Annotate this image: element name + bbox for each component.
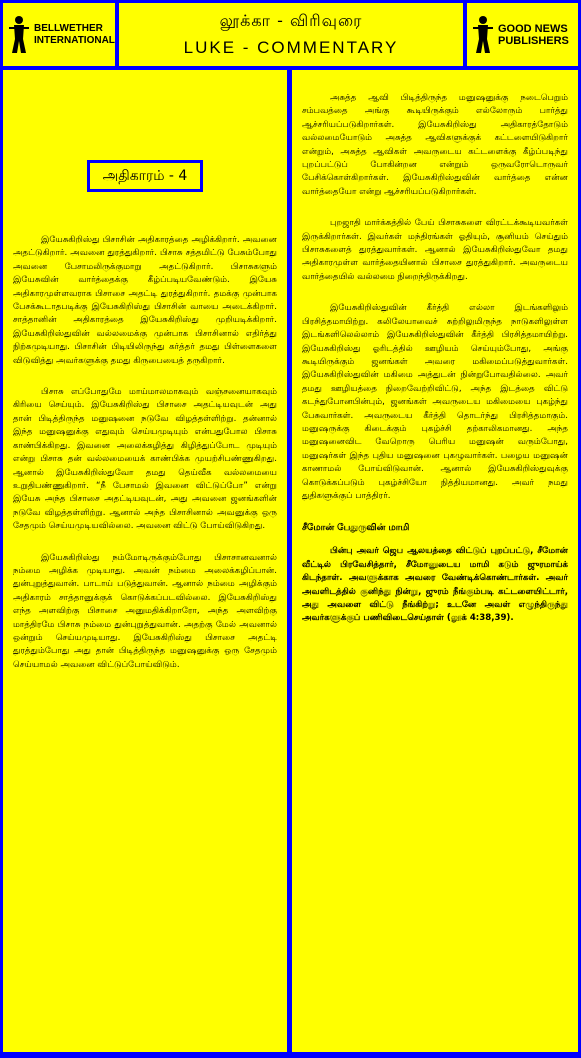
bellwether-logo [3,3,115,66]
left-logo-line2: INTERNATIONAL [34,34,115,46]
right-logo-line2: PUBLISHERS [498,34,569,47]
right-column-body [302,70,568,626]
left-logo-line1: BELLWETHER [34,22,103,34]
title-english: LUKE - COMMENTARY [183,38,399,57]
left-column [3,70,287,1052]
paragraph: இயேசுகிறிஸ்து நம்மோடிருக்கும்போது பிசாசானவனால் நம்மை அழிக்க முடியாது. அவன் நம்மை அலைக்கழிப்பான். துன்புறுத்துவான். பாடாய் படுத்துவான். ஆனால் நம்மை அழிக்கும் அதிகாரம் சாத்தானுக்குக் கொடுக்கப்படவில்லை. இயேசுகிறிஸ்து எந்த அளவிற்கு பிசாசை அனுமதிக்கிறாரோ, அந்த அளவிற்கு மாத்திரமே பிசாசு நம்மை துன்புறுத்துவான். அதற்கு மேல் அவனால் ஒன்றும் செய்யமுடியாது. இயேசுகிறிஸ்து பிசாசை அதட்டி துரத்தும்போது அது தான் பிடித்திருந்த மனுஷனுக்கு ஒரு சேதமும் செய்யாமல் அவனை விட்டுப்போய்விடும். [13,552,277,670]
paragraph: பிசாசு எப்போதுமே மாய்மாலமாகவும் வஞ்சனையாகவும் கிரியை செய்யும். இயேசுகிறிஸ்து பிசாசை அதட்டியவுடன் அது தான் பிடித்திருந்த மனுஷனை நடுவே விழத்தள்ளிற்று. தன்னால் இந்த மனுஷனுக்கு எதுவும் செய்யமுடியும் என்பதுபோல பிசாசு காண்பிக்கிறது. இவனை அலைக்கழித்து கிழித்துப்போட முடியும் என்று பிசாசு தன் வல்லமையைக் காண்பிக்க முயற்சிபண்ணுகிறது. ஆனால் இயேசுகிறிஸ்துவோ தமது தெய்வீக வல்லமையை உறுதிபண்ணுகிறார். “நீ பேசாமல் இவனை விட்டுப்போ” என்று இயேசு அந்த பிசாசை அதட்டியவுடன், அது அவனை ஜனங்களின் நடுவே விழத்தள்ளிற்று. ஆனால் அந்த பிசாசினால் அவனுக்கு ஒரு சேதமும் செய்யமுடியவில்லை. அவனை விட்டு போய்விடுகிறது. [13,387,277,532]
good-news-logo [467,3,578,66]
paragraph: இயேசுகிறிஸ்து பிசாசின் அதிகாரத்தை அழிக்கிறார். அவனை அதட்டுகிறார். அவனை துரத்துகிறார். பிசாசு சத்தமிட்டு பேசும்போது அவனை பேசாமலிருக்குமாறு அதட்டுகிறார். பிசாசுகளும் இயேசுவின் வார்த்தைக்கு கீழ்ப்படியவேண்டும். இயேசு அதிகாரமுள்ளவராக பிசாசை அதட்டி துரத்துகிறார். தமக்கு முன்பாக பேசக்கூடாதபடிக்கு இயேசுகிறிஸ்து பிசாசின் வாயை அடைக்கிறார். சாத்தானின் அதிகாரத்தை இயேசுகிறிஸ்து முறியடிக்கிறார். இயேசுகிறிஸ்துவின் வல்லமைக்கு முன்பாக பிசாசினால் எதிர்த்து நிற்கமுடியாது. பிசாசின் பிடியிலிருந்து கர்த்தர் தமது பிள்ளைகளை விடுவித்து அவர்களுக்கு தமது கிருபையைத் தருகிறார். [13,235,277,366]
person-icon [472,15,494,55]
right-column [292,70,578,1052]
title-tamil: லூக்கா - விரிவுரை [219,11,363,30]
header-left-logo-box [3,3,115,66]
chapter-heading: அதிகாரம் - 4 [87,160,203,192]
person-icon [8,15,30,55]
scripture-quote: பின்பு அவர் ஜெப ஆலயத்தை விட்டுப் புறப்பட்டு, சீமோன் வீட்டில் பிரவேசித்தார், சீமோனுடைய மாமி கடும் ஜுரமாய்க் கிடந்தாள். அவளுக்காக அவரை வேண்டிக்கொண்டார்கள். அவர் அவளிடத்தில் குனிந்து நின்று, ஜுரம் நீங்கும்படி கட்டளையிட்டார், அது அவளை விட்டு நீங்கிற்று; உடனே அவள் எழுந்திருந்து அவர்களுக்குப் பணிவிடைசெய்தாள் (லூக் 4:38,39). [302,546,568,624]
header-title-box [119,3,463,66]
paragraph: இயேசுகிறிஸ்துவின் கீர்த்தி எல்லா இடங்களிலும் பிரசித்தமாயிற்று. கலிலேயாவைச் சுற்றிலுமிருந்த நாடுகளிலுள்ள இடங்களிலெல்லாம் இயேசுகிறிஸ்துவின் கீர்த்தி பிரசித்தமாயிற்று. இயேசுகிறிஸ்து ஓரிடத்தில் ஊழியம் செய்யும்போது, அங்கு கூடியிருக்கும் ஜனங்கள் அவரை மகிமைப்படுத்துவார்கள். இயேசுகிறிஸ்துவின் மகிமை அத்துடன் நின்றுபோவதில்லை. அவர் தமது ஊழியத்தை நிறைவேற்றிவிட்டு, அந்த இடத்தை விட்டு கடந்துபோனபின்பும், ஜனங்கள் அவருடைய மகிமையை புகழ்ந்து பேசுவார்கள். அவருடைய கீர்த்தி தொடர்ந்து பிரசித்தமாகும். மனுஷருக்கு கிடைக்கும் புகழ்ச்சி தற்காலிகமானது. அந்த மனுஷனைவிட வேறொரு பெரிய மனுஷன் வரும்போது, மனுஷர்கள் இந்த புதிய மனுஷனை புகழுவார்கள். பழைய மனுஷன் காணாமல் போய்விடுவான். ஆனால் இயேசுகிறிஸ்துவுக்கு கொடுக்கப்படும் புகழ்ச்சியோ நித்தியமானது. அவர் நமது துதிகளுக்குப் பாத்திரர். [302,303,568,501]
right-logo-line1: GOOD NEWS [498,22,568,35]
section-subheading: சீமோன் பேதுருவின் மாமி [302,523,410,534]
header-right-logo-box [467,3,578,66]
paragraph: புறஜாதி மார்க்கத்தில் பேய் பிசாசுகளை விரட்டக்கூடியவர்கள் இருக்கிறார்கள். இவர்கள் மந்திரங்கள் ஓதியும், சூனியம் செய்தும் பிசாசுகளைத் துரத்துவார்கள். ஆனால் இயேசுகிறிஸ்துவோ தமது அதிகாரமுள்ள வார்த்தையினால் பிசாசை துரத்துகிறார். அவருடைய வார்த்தையில் வல்லமை நிறைந்திருக்கிறது. [302,218,568,282]
paragraph: அசுத்த ஆவி பிடித்திருந்த மனுஷனுக்கு நடைபெறும் சம்பவத்தை அங்கு கூடியிருக்கும் எல்லோரும் பார்த்து ஆச்சரியப்படுகிறார்கள். இயேசுகிறிஸ்து அதிகாரத்தோடும் வல்லமையோடும் அசுத்த ஆவிகளுக்குக் கட்டளையிடுகிறார் என்றும், அசுத்த ஆவிகள் அவருடைய கட்டளைக்கு கீழ்ப்படிந்து புறப்பட்டுப் போகின்றன என்றும் ஒருவரோடொருவர் பேசிக்கொள்கிறார்கள். இயேசுகிறிஸ்துவின் வார்த்தை என்ன வார்த்தையோ என்று ஆச்சரியப்படுகிறார்கள். [302,93,568,197]
